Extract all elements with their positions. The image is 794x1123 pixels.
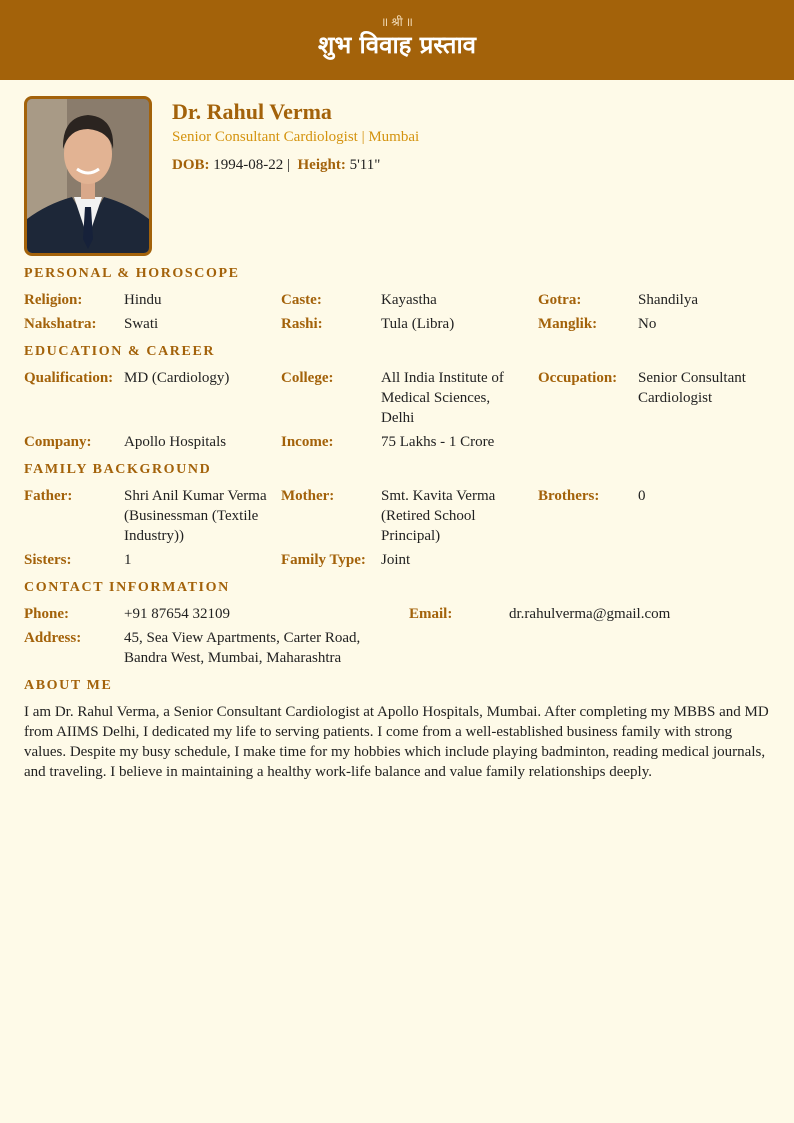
education-field-value: MD (Cardiology) bbox=[124, 370, 230, 386]
education-field-label: Company: bbox=[24, 434, 92, 450]
about-text: I am Dr. Rahul Verma, a Senior Consultant Cardiologist at Apollo Hospitals, Mumbai. After completing my MBBS and MD from AIIMS Delhi, I dedicated my life to serving patients. I come from a well-established business family with strong values. Despite my busy schedule, I make time for my hobbies which include playing badminton, reading medical journals, and traveling. I believe in maintaining a healthy work-life balance and value family relationships deeply. bbox=[24, 704, 769, 780]
family-field-value: Smt. Kavita Verma (Retired School Principal) bbox=[381, 488, 496, 544]
education-field-label: Qualification: bbox=[24, 370, 114, 386]
contact-field-label: Address: bbox=[24, 630, 82, 646]
education-field-value: Senior Consultant Cardiologist bbox=[638, 370, 746, 406]
personal-field-value: No bbox=[638, 316, 657, 332]
section-title-contact: CONTACT INFORMATION bbox=[24, 580, 230, 595]
personal-field-value: Swati bbox=[124, 316, 159, 332]
shri-invocation: ॥ श्री ॥ bbox=[381, 15, 413, 29]
contact-field-value: +91 87654 32109 bbox=[124, 606, 230, 622]
personal-field-value: Tula (Libra) bbox=[381, 316, 455, 332]
personal-field-label: Rashi: bbox=[281, 316, 323, 332]
personal-field-value: Kayastha bbox=[381, 292, 437, 308]
personal-field-label: Manglik: bbox=[538, 316, 598, 332]
section-title-family: FAMILY BACKGROUND bbox=[24, 462, 212, 477]
family-field-label: Brothers: bbox=[538, 488, 600, 504]
personal-field-label: Caste: bbox=[281, 292, 322, 308]
section-title-personal: PERSONAL & HOROSCOPE bbox=[24, 266, 240, 281]
section-title-about: ABOUT ME bbox=[24, 678, 113, 693]
separator: | bbox=[287, 157, 291, 173]
dob-label: DOB: bbox=[172, 157, 210, 173]
education-field-label: Income: bbox=[281, 434, 334, 450]
height-label: Height: bbox=[297, 157, 346, 173]
contact-field-label: Email: bbox=[409, 606, 453, 622]
profile-name: Dr. Rahul Verma bbox=[172, 99, 332, 124]
profile-photo bbox=[24, 96, 152, 256]
family-field-label: Sisters: bbox=[24, 552, 72, 568]
education-field-label: College: bbox=[281, 370, 334, 386]
family-field-value: Shri Anil Kumar Verma (Businessman (Textile Industry)) bbox=[124, 488, 267, 544]
personal-field-label: Gotra: bbox=[538, 292, 582, 308]
personal-grid bbox=[0, 290, 794, 334]
page-title: शुभ विवाह प्रस्ताव bbox=[318, 31, 476, 59]
header-banner bbox=[0, 0, 794, 80]
profile-meta bbox=[172, 155, 419, 175]
contact-field-label: Phone: bbox=[24, 606, 69, 622]
family-field-label: Family Type: bbox=[281, 552, 366, 568]
family-field-value: 0 bbox=[638, 488, 646, 504]
family-grid bbox=[0, 486, 794, 570]
profile-header bbox=[0, 80, 794, 256]
education-field-value: 75 Lakhs - 1 Crore bbox=[381, 434, 495, 450]
education-field-value: Apollo Hospitals bbox=[124, 434, 227, 450]
dob-value: 1994-08-22 bbox=[213, 157, 284, 173]
family-field-value: 1 bbox=[124, 552, 132, 568]
personal-field-label: Religion: bbox=[24, 292, 83, 308]
personal-field-label: Nakshatra: bbox=[24, 316, 97, 332]
family-field-label: Father: bbox=[24, 488, 73, 504]
contact-field-value: dr.rahulverma@gmail.com bbox=[509, 606, 671, 622]
contact-field-value: 45, Sea View Apartments, Carter Road, Bandra West, Mumbai, Maharashtra bbox=[124, 630, 361, 666]
family-field-value: Joint bbox=[381, 552, 411, 568]
section-title-education: EDUCATION & CAREER bbox=[24, 344, 216, 359]
contact-grid bbox=[0, 604, 794, 668]
education-grid bbox=[0, 368, 794, 452]
family-field-label: Mother: bbox=[281, 488, 335, 504]
personal-field-value: Hindu bbox=[124, 292, 162, 308]
education-field-value: All India Institute of Medical Sciences, Delhi bbox=[381, 370, 504, 426]
height-value: 5'11" bbox=[349, 157, 381, 173]
personal-field-value: Shandilya bbox=[638, 292, 698, 308]
education-field-label: Occupation: bbox=[538, 370, 618, 386]
profile-subtitle: Senior Consultant Cardiologist | Mumbai bbox=[172, 129, 420, 145]
